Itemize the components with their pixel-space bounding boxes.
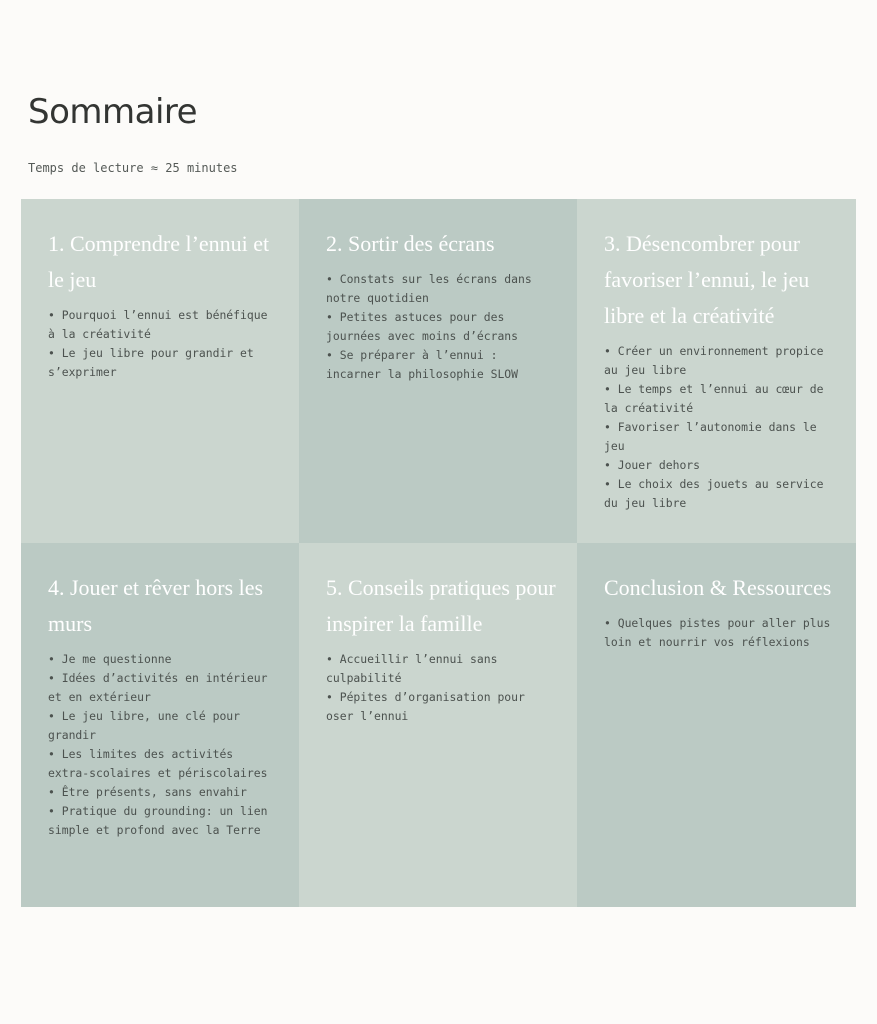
reading-time: Temps de lecture ≈ 25 minutes xyxy=(28,161,238,175)
list-item: • Se préparer à l’ennui : incarner la philosophie SLOW xyxy=(326,346,557,384)
section-2-items xyxy=(326,270,557,384)
table-of-contents-grid xyxy=(21,199,856,907)
section-5-items xyxy=(326,650,557,726)
list-item: • Être présents, sans envahir xyxy=(48,783,279,802)
list-item: • Pépites d’organisation pour oser l’ennui xyxy=(326,688,557,726)
section-5-title: 5. Conseils pratiques pour inspirer la famille xyxy=(326,575,556,636)
list-item: • Les limites des activités extra-scolaires et périscolaires xyxy=(48,745,279,783)
list-item: • Le temps et l’ennui au cœur de la créativité xyxy=(604,380,836,418)
section-1-items xyxy=(48,306,279,382)
list-item: • Je me questionne xyxy=(48,650,279,669)
section-1-title: 1. Comprendre l’ennui et le jeu xyxy=(48,231,270,292)
list-item: • Pourquoi l’ennui est bénéfique à la créativité xyxy=(48,306,279,344)
section-4-title: 4. Jouer et rêver hors les murs xyxy=(48,575,264,636)
section-conclusion-card xyxy=(577,543,856,907)
list-item: • Accueillir l’ennui sans culpabilité xyxy=(326,650,557,688)
list-item: • Idées d’activités en intérieur et en extérieur xyxy=(48,669,279,707)
list-item: • Constats sur les écrans dans notre quotidien xyxy=(326,270,557,308)
list-item: • Le jeu libre pour grandir et s’exprimer xyxy=(48,344,279,382)
list-item: • Le jeu libre, une clé pour grandir xyxy=(48,707,279,745)
list-item: • Favoriser l’autonomie dans le jeu xyxy=(604,418,836,456)
list-item: • Jouer dehors xyxy=(604,456,836,475)
section-2-card xyxy=(299,199,577,543)
list-item: • Quelques pistes pour aller plus loin et nourrir vos réflexions xyxy=(604,614,836,652)
section-2-title: 2. Sortir des écrans xyxy=(326,231,495,256)
section-3-title: 3. Désencombrer pour favoriser l’ennui, le jeu libre et la créativité xyxy=(604,231,810,328)
section-3-card xyxy=(577,199,856,543)
section-3-items xyxy=(604,342,836,513)
list-item: • Petites astuces pour des journées avec moins d’écrans xyxy=(326,308,557,346)
list-item: • Pratique du grounding: un lien simple et profond avec la Terre xyxy=(48,802,279,840)
section-4-card xyxy=(21,543,299,907)
page-title: Sommaire xyxy=(28,92,198,132)
section-conclusion-items xyxy=(604,614,836,652)
section-5-card xyxy=(299,543,577,907)
section-4-items xyxy=(48,650,279,840)
section-1-card xyxy=(21,199,299,543)
section-conclusion-title: Conclusion & Ressources xyxy=(604,575,832,600)
list-item: • Créer un environnement propice au jeu libre xyxy=(604,342,836,380)
list-item: • Le choix des jouets au service du jeu libre xyxy=(604,475,836,513)
